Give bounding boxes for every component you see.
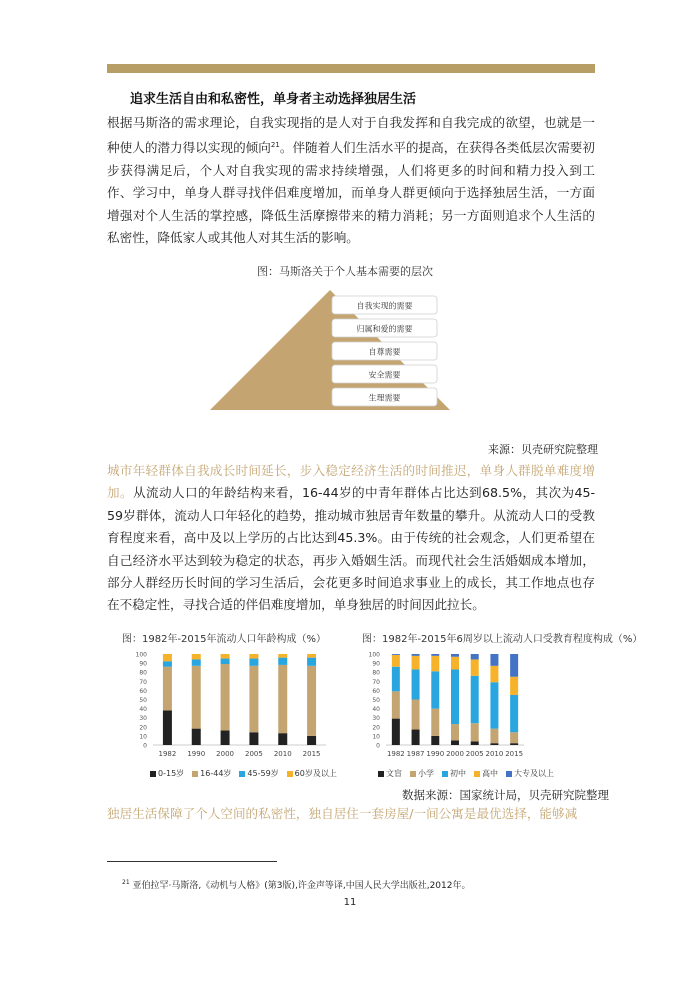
bar-segment [490,729,498,744]
legend-item [287,768,337,779]
x-tick-label: 2010 [485,750,504,758]
legend-label: 小学 [418,769,434,778]
y-axis [369,652,381,750]
header-rule [107,64,595,73]
paragraph-migrant: 城市年轻群体自我成长时间延长，步入稳定经济生活的时间推迟，单身人群脱单难度增加。从流动人口的年龄结构来看，16-44岁的中青年群体占比达到68.5%，其次为45-59岁群体，流动人口年轻化的趋势，推动城市独居青年数量的攀升。从流动人口的受教育程度来看，高中及以上学历的占比达到45.3%。由于传统的社会观念，人们更希望在自己经济水平达到较为稳定的状态，再步入婚姻生活。而现代社会生活婚姻成本增加，部分人群经历长时间的学习生活后，会花更多时间追求事业上的成长，其工作地点也存在不稳定性，寻找合适的伴侣难度增加，单身独居的时间因此拉长。 [107,463,596,613]
bar-segment [471,676,479,723]
pyramid-level-label: 自尊需要 [368,347,401,357]
bar-segment [431,709,439,736]
pyramid-level-label: 自我实现的需要 [356,301,413,311]
y-tick-label: 60 [139,687,147,695]
legend-swatch [378,771,384,777]
y-tick-label: 10 [139,733,147,741]
bar-segment [249,654,258,659]
pyramid-caption: 图：马斯洛关于个人基本需要的层次 [257,265,433,278]
bar-segment [307,654,316,658]
y-tick-label: 100 [135,651,147,659]
pyramid-level-label: 归属和爱的需要 [356,324,413,334]
y-tick-label: 60 [372,687,380,695]
bar-segment [510,677,518,695]
legend-label: 文盲 [386,769,402,778]
bar-segment [451,724,459,740]
legend-swatch [192,771,198,777]
bar-segment [163,654,172,661]
x-tick-label: 1990 [426,750,445,758]
bar-segment [307,666,316,736]
y-tick-label: 100 [368,651,380,659]
bar-segment [221,730,230,745]
pyramid-level-label: 生理需要 [368,393,401,403]
bar-segment [451,654,459,657]
education-chart-legend [378,768,554,779]
y-tick-label: 0 [143,742,147,750]
paragraph-privacy: 独居生活保障了个人空间的私密性，独自居住一套房屋/一间公寓是最优选择，能够减 [107,806,578,821]
y-tick-label: 0 [376,742,380,750]
bar-segment [163,661,172,666]
x-tick-label: 2005 [245,750,263,758]
x-tick-label: 2005 [465,750,484,758]
bar-segment [307,658,316,666]
y-tick-label: 40 [372,706,380,714]
y-tick-label: 30 [372,715,380,723]
bar-segment [221,659,230,664]
legend-label: 60岁及以上 [294,769,337,778]
bar-segment [392,691,400,718]
bar-segment [192,659,201,665]
x-tick-label: 1982 [386,750,405,758]
x-tick-label: 1990 [187,750,206,758]
bar-segment [278,733,287,745]
legend-item [506,768,554,779]
bar-segment [392,655,400,667]
bar-segment [307,736,316,745]
bar-segment [451,669,459,724]
bar-segment [163,710,172,745]
y-tick-label: 20 [139,724,147,732]
bar-segment [471,741,479,745]
bar-segment [431,656,439,671]
y-tick-label: 50 [372,697,380,704]
chart-right-caption: 图：1982年-2015年6周岁以上流动人口受教育程度构成（%） [362,634,643,645]
bar-segment [278,654,287,658]
pyramid-source: 来源：贝壳研究院整理 [488,443,598,456]
x-tick-label: 2010 [273,750,292,758]
legend-swatch [410,771,416,777]
x-tick-label: 2000 [446,750,464,758]
legend-item [474,768,498,779]
x-tick-label: 2000 [216,750,234,758]
legend-label: 初中 [450,769,466,778]
age-structure-chart [125,648,330,763]
bar-segment [510,654,518,677]
x-tick-label: 1987 [406,750,425,758]
bar-segment [490,743,498,745]
bar-segment [278,665,287,733]
y-tick-label: 50 [139,697,147,704]
y-tick-label: 80 [139,669,147,677]
bar-segment [278,658,287,665]
legend-label: 45-59岁 [247,769,279,778]
y-tick-label: 40 [139,706,147,714]
legend-item [150,768,184,779]
bar-segment [192,654,201,659]
bar-segment [192,729,201,745]
footnote: $^{21}$ 亚伯拉罕·马斯洛,《动机与人格》(第3版),许金声等译,中国人民大学出版社,2012年。 [122,879,471,891]
bar-segment [510,695,518,732]
y-axis [136,652,148,750]
bar-segment [249,666,258,732]
legend-item [378,768,402,779]
y-tick-label: 70 [372,678,380,686]
legend-swatch [442,771,448,777]
age-chart-legend [150,768,337,779]
section-heading: 追求生活自由和私密性，单身者主动选择独居生活 [130,92,417,107]
x-tick-label: 2015 [302,750,321,758]
bar-segment [392,667,400,692]
charts-source: 数据来源：国家统计局，贝壳研究院整理 [402,788,609,802]
legend-item [192,768,231,779]
paragraph-maslow: 根据马斯洛的需求理论，自我实现指的是人对于自我发挥和自我完成的欲望，也就是一种使人的潜力得以实现的倾向$^{21}$。伴随着人们生活水平的提高，在获得各类低层次需要初步获得满足后，个人对自我实现的需求持续增强，人们将更多的时间和精力投入到工作、学习中，单身人群寻找伴侣难度增加，而单身人群更倾向于选择独居生活，一方面增强对个人生活的掌控感，降低生活摩擦带来的精力消耗；另一方面则追求个人生活的私密性，降低家人或其他人对其生活的影响。 [107,115,596,246]
y-tick-label: 30 [139,715,147,723]
bar-segment [431,671,439,708]
legend-label: 16-44岁 [200,769,232,778]
legend-swatch [506,771,512,777]
bar-segment [451,657,459,670]
bar-segment [412,654,420,656]
bar-segment [431,654,439,656]
bar-segment [471,723,479,741]
bar-segment [431,736,439,745]
x-tick-label: 1982 [158,750,177,758]
bar-segment [221,664,230,730]
bar-segment [392,719,400,745]
y-tick-label: 10 [372,733,380,741]
pyramid-level-label: 安全需要 [368,370,401,380]
bar-segment [510,743,518,745]
legend-swatch [287,771,293,777]
bar-segment [490,666,498,682]
bar-segment [490,682,498,728]
maslow-pyramid [210,290,450,415]
bar-segment [471,659,479,675]
y-tick-label: 90 [139,660,147,668]
bar-segment [412,669,420,699]
chart-left-caption: 图：1982年-2015年流动人口年龄构成（%） [122,634,327,645]
bar-segment [392,654,400,655]
bar-segment [192,666,201,729]
legend-item [442,768,466,779]
bar-segment [510,732,518,743]
footnote-rule [107,861,277,862]
legend-swatch [150,771,156,777]
page-number: 11 [343,897,357,908]
legend-label: 大专及以上 [514,769,554,778]
y-tick-label: 20 [372,724,380,732]
bar-segment [249,732,258,745]
y-tick-label: 70 [139,678,147,686]
y-tick-label: 80 [372,669,380,677]
bar-segment [221,654,230,659]
bar-segment [412,656,420,670]
bar-segment [163,667,172,711]
bar-segment [471,654,479,659]
legend-item [410,768,434,779]
legend-item [239,768,278,779]
education-structure-chart [358,648,528,763]
legend-label: 0-15岁 [158,769,185,778]
legend-swatch [239,771,245,777]
bar-segment [249,659,258,666]
bar-segment [451,740,459,745]
legend-swatch [474,771,480,777]
y-tick-label: 90 [372,660,380,668]
legend-label: 高中 [482,769,498,778]
bar-segment [490,654,498,666]
bar-segment [412,730,420,745]
bar-segment [412,700,420,730]
x-tick-label: 2015 [505,750,524,758]
